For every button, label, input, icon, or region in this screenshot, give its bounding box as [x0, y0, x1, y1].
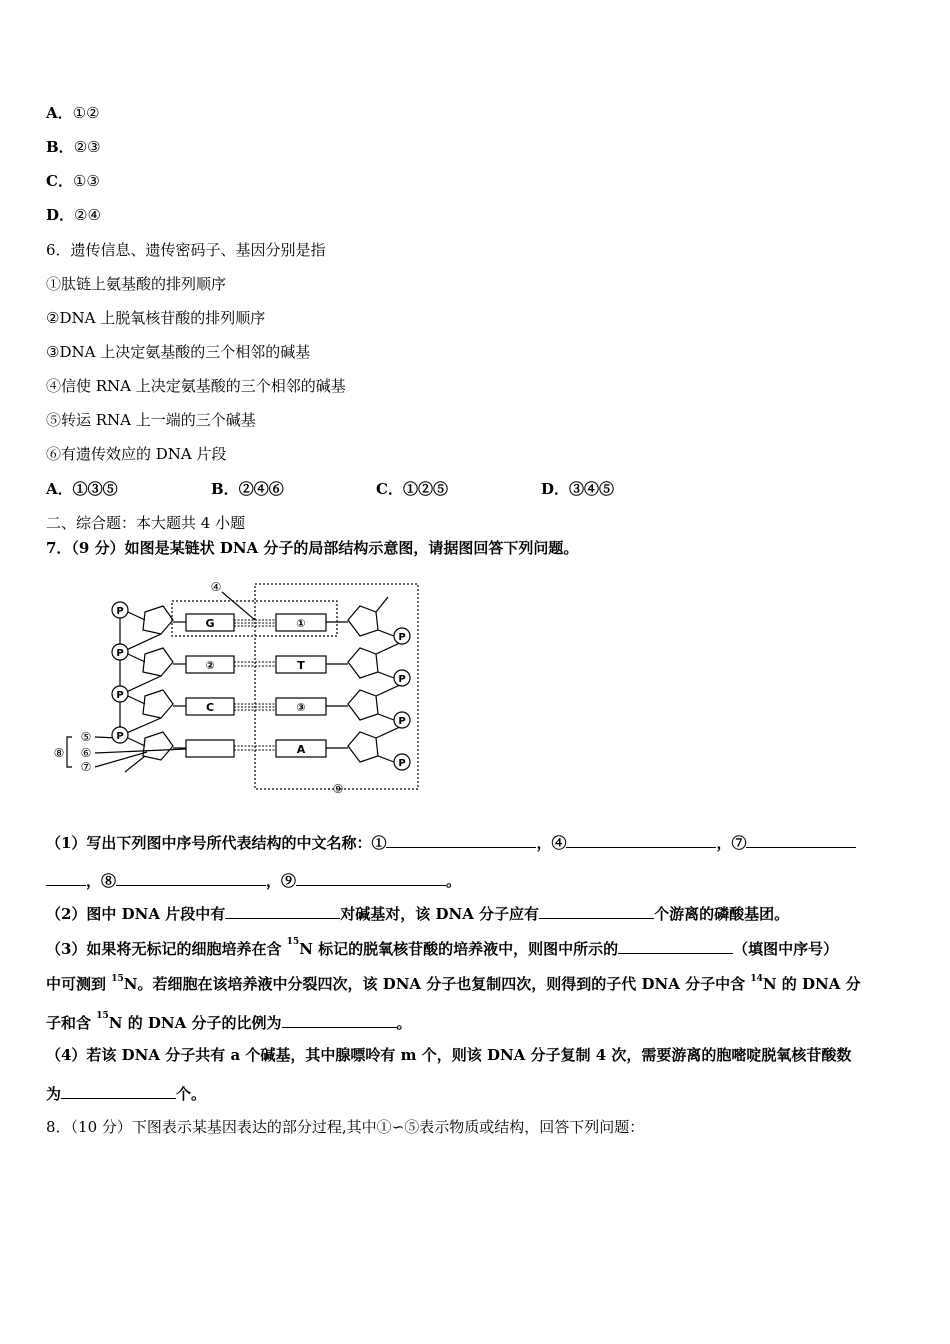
q5-option-b: B．②③	[46, 138, 101, 156]
q6-option-b: B．②④⑥	[211, 480, 284, 498]
q6-stem: 6．遗传信息、遗传密码子、基因分别是指	[46, 241, 326, 259]
q7-stem: 7．（9 分）如图是某链状 DNA 分子的局部结构示意图，请据图回答下列问题。	[46, 539, 579, 557]
q5-option-a: A．①②	[46, 104, 100, 122]
q6-option-a: A．①③⑤	[46, 480, 118, 498]
q7-part1-line1: （1）写出下列图中序号所代表结构的中文名称：① ，④ ，⑦	[46, 831, 856, 853]
q7-part4-line2: 为 个。	[46, 1082, 206, 1104]
q7-part4-line1: （4）若该 DNA 分子共有 a 个碱基，其中腺嘌呤有 m 个，则该 DNA 分子复制 4 次，需要游离的胞嘧啶脱氧核苷酸数	[46, 1046, 852, 1064]
answer-blank-1[interactable]	[386, 831, 536, 848]
phosphate-label: P	[116, 648, 124, 659]
left-base-1: G	[205, 617, 215, 630]
q7-part3-line2: 中可测到 $^{15}$N。若细胞在该培养液中分裂四次，该 DNA 分子也复制四次，则得到的子代 DNA 分子中含 $^{14}$N 的 DNA 分	[46, 974, 861, 993]
left-base-3: C	[205, 701, 215, 714]
q8-stem: 8．（10 分）下图表示某基因表达的部分过程,其中①∽⑤表示物质或结构，回答下列问题：	[46, 1118, 645, 1136]
right-base-4: A	[296, 743, 306, 756]
answer-blank-base-pairs[interactable]	[225, 902, 340, 919]
q6-item-2: ②DNA 上脱氧核苷酸的排列顺序	[46, 309, 266, 327]
phosphate-label: P	[398, 674, 406, 685]
section-heading: 二、综合题：本大题共 4 小题	[46, 514, 246, 532]
q6-item-3: ③DNA 上决定氨基酸的三个相邻的碱基	[46, 343, 311, 361]
q5-option-d: D．②④	[46, 206, 101, 224]
answer-blank-7-cont[interactable]	[46, 869, 86, 886]
q6-item-1: ①肽链上氨基酸的排列顺序	[46, 275, 227, 293]
q7-part3-line1: （3）如果将无标记的细胞培养在含 $^{15}$N 标记的脱氧核苷酸的培养液中，则图中所示的 （填图中序号）	[46, 937, 839, 958]
answer-blank-4[interactable]	[566, 831, 716, 848]
answer-blank-cytosine[interactable]	[61, 1082, 176, 1099]
right-base-3: ③	[296, 701, 306, 714]
dna-structure-diagram	[50, 572, 430, 800]
q6-option-c: C．①②⑤	[376, 480, 448, 498]
label-6: ⑥	[80, 746, 92, 760]
phosphate-label: P	[398, 716, 406, 727]
right-base-2: T	[297, 659, 305, 672]
answer-blank-labeled[interactable]	[618, 937, 733, 954]
phosphate-label: P	[398, 632, 406, 643]
answer-blank-7[interactable]	[746, 831, 856, 848]
label-4: ④	[210, 580, 222, 594]
q6-item-6: ⑥有遗传效应的 DNA 片段	[46, 445, 227, 463]
q7-part1-line2: ，⑧ ，⑨ 。	[46, 869, 461, 891]
q7-part2: （2）图中 DNA 片段中有 对碱基对，该 DNA 分子应有 个游离的磷酸基团。	[46, 902, 789, 924]
answer-blank-ratio[interactable]	[282, 1011, 397, 1028]
answer-blank-phosphate[interactable]	[539, 902, 654, 919]
label-8: ⑧	[53, 746, 65, 760]
label-9: ⑨	[332, 782, 344, 796]
phosphate-label: P	[116, 731, 124, 742]
answer-blank-9[interactable]	[296, 869, 446, 886]
label-7: ⑦	[80, 760, 92, 774]
right-base-1: ①	[296, 617, 306, 630]
label-5: ⑤	[80, 730, 92, 744]
phosphate-label: P	[116, 606, 124, 617]
q6-item-4: ④信使 RNA 上决定氨基酸的三个相邻的碱基	[46, 377, 346, 395]
answer-blank-8[interactable]	[116, 869, 266, 886]
left-base-2: ②	[205, 659, 215, 672]
q7-part3-line3: 子和含 $^{15}$N 的 DNA 分子的比例为 。	[46, 1011, 412, 1032]
phosphate-label: P	[116, 690, 124, 701]
phosphate-label: P	[398, 758, 406, 769]
q6-option-d: D．③④⑤	[541, 480, 615, 498]
q6-item-5: ⑤转运 RNA 上一端的三个碱基	[46, 411, 256, 429]
q5-option-c: C．①③	[46, 172, 100, 190]
